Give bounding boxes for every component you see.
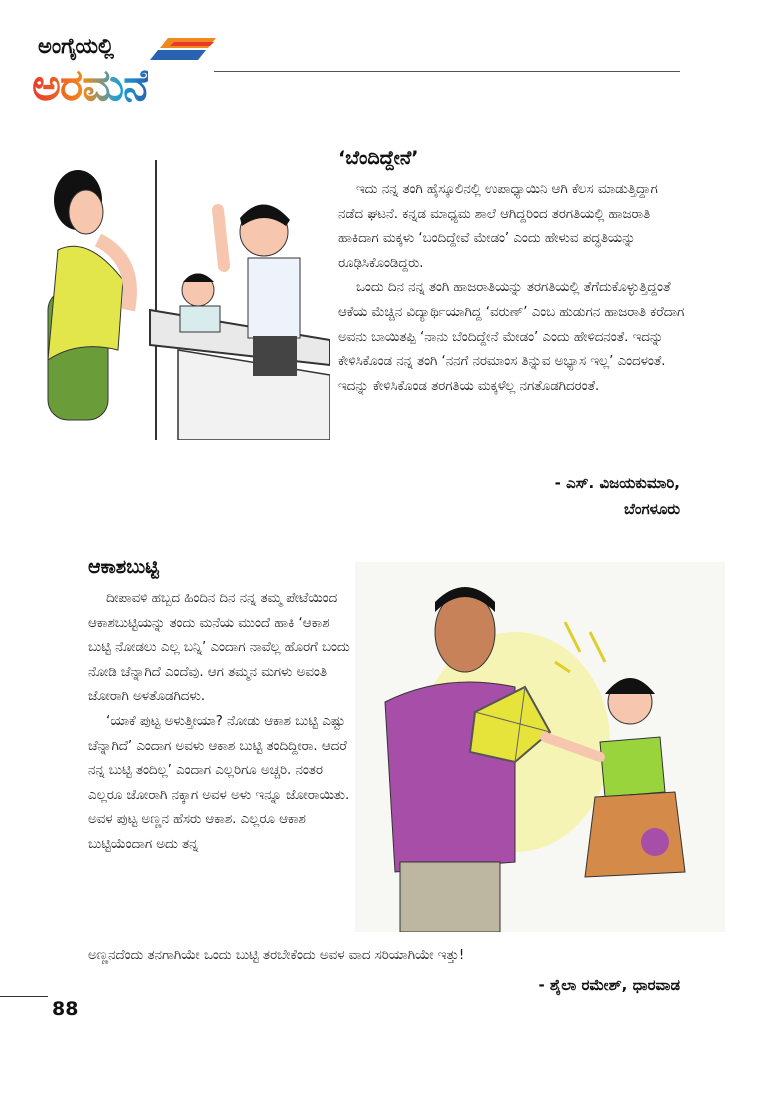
page-number-rule (0, 996, 48, 997)
story1-author-name: - ಎಸ್. ವಿಜಯಕುಮಾರಿ, (554, 474, 680, 492)
story1-author (400, 470, 680, 522)
masthead-tagline: ಅಂಗೈಯಲ್ಲಿ (38, 34, 114, 58)
masthead-logo (30, 30, 220, 112)
story2-body (88, 587, 354, 858)
story1-body (338, 178, 686, 399)
story1-author-place: ಬೆಂಗಳೂರು (623, 500, 680, 518)
page-number: 88 (52, 998, 79, 1020)
lantern-illustration (355, 562, 725, 932)
story2-tail: ಅಣ್ಣನದೆಂದು ತನಗಾಗಿಯೇ ಒಂದು ಬುಟ್ಟಿ ತರಬೇಕೆಂದು ಅವಳ ವಾದ ಸರಿಯಾಗಿಯೇ ಇತ್ತು! (88, 948, 465, 963)
header-rule (214, 71, 680, 72)
story2-title: ಆಕಾಶಬುಟ್ಟಿ (88, 556, 159, 578)
story2-author: - ಶೈಲಾ ರಮೇಶ್, ಧಾರವಾಡ (538, 976, 680, 994)
story2-paragraph: ದೀಪಾವಳಿ ಹಬ್ಬದ ಹಿಂದಿನ ದಿನ ನನ್ನ ತಮ್ಮ ಪೇಟೆಯಿಂದ ಆಕಾಶಬುಟ್ಟಿಯನ್ನು ತಂದು ಮನೆಯ ಮುಂದೆ ಹಾಕಿ ‘ಆಕಾಶ ಬುಟ್ಟಿ ನೋಡಲು ಎಲ್ಲ ಬನ್ನಿ’ ಎಂದಾಗ ನಾವೆಲ್ಲ ಹೊರಗೆ ಬಂದು ನೋಡಿ ಚೆನ್ನಾಗಿದೆ ಎಂದೆವು. ಆಗ ತಮ್ಮನ ಮಗಳು ಅವಂತಿ ಜೋರಾಗಿ ಅಳತೊಡಗಿದಳು. (88, 591, 350, 705)
story1-paragraph: ಒಂದು ದಿನ ನನ್ನ ತಂಗಿ ಹಾಜರಾತಿಯನ್ನು ತರಗತಿಯಲ್ಲಿ ತೆಗೆದುಕೊಳ್ಳುತ್ತಿದ್ದಂತೆ ಆಕೆಯ ಮೆಚ್ಚಿನ ವಿದ್ಯಾರ್ಥಿಯಾಗಿದ್ದ ‘ವರುಣ್’ ಎಂಬ ಹುಡುಗನ ಹಾಜರಾತಿ ಕರೆದಾಗ ಅವನು ಬಾಯಿತಪ್ಪಿ ‘ನಾನು ಬೆಂದಿದ್ದೇನೆ ಮೇಡಂ’ ಎಂದು ಹೇಳಿದನಂತೆ. ಇದನ್ನು ಕೇಳಿಸಿಕೊಂಡ ನನ್ನ ತಂಗಿ ‘ನನಗೆ ನರಮಾಂಸ ತಿನ್ನುವ ಅಭ್ಯಾಸ ಇಲ್ಲ’ ಎಂದಳಂತೆ. ಇದನ್ನು ಕೇಳಿಸಿಕೊಂಡ ತರಗತಿಯ ಮಕ್ಕಳೆಲ್ಲ ನಗತೊಡಗಿದರಂತೆ. (338, 280, 685, 394)
story1-paragraph: ಇದು ನನ್ನ ತಂಗಿ ಹೈಸ್ಕೂಲಿನಲ್ಲಿ ಉಪಾಧ್ಯಾಯಿನಿ ಆಗಿ ಕೆಲಸ ಮಾಡುತ್ತಿದ್ದಾಗ ನಡೆದ ಘಟನೆ. ಕನ್ನಡ ಮಾಧ್ಯಮ ಶಾಲೆ ಆಗಿದ್ದರಿಂದ ತರಗತಿಯಲ್ಲಿ ಹಾಜರಾತಿ ಹಾಕಿದಾಗ ಮಕ್ಕಳು ‘ಬಂದಿದ್ದೇವೆ ಮೇಡಂ’ ಎಂದು ಹೇಳುವ ಪದ್ಧತಿಯನ್ನು ರೂಢಿಸಿಕೊಂಡಿದ್ದರು. (338, 182, 658, 271)
classroom-illustration (28, 140, 330, 440)
masthead-title: ಅರಮನೆ (32, 60, 149, 111)
story2-paragraph: ‘ಯಾಕೆ ಪುಟ್ಟ ಅಳುತ್ತೀಯಾ? ನೋಡು ಆಕಾಶ ಬುಟ್ಟಿ ಎಷ್ಟು ಚೆನ್ನಾಗಿದೆ’ ಎಂದಾಗ ಅವಳು ಆಕಾಶ ಬುಟ್ಟಿ ತಂದಿದ್ದೀರಾ. ಆದರೆ ನನ್ನ ಬುಟ್ಟಿ ತಂದಿಲ್ಲ’ ಎಂದಾಗ ಎಲ್ಲರಿಗೂ ಅಚ್ಚರಿ. ನಂತರ ಎಲ್ಲರೂ ಜೋರಾಗಿ ನಕ್ಕಾಗ ಅವಳ ಅಳು ಇನ್ನೂ ಜೋರಾಯಿತು. ಅವಳ ಪುಟ್ಟ ಅಣ್ಣನ ಹೆಸರು ಆಕಾಶ. ಎಲ್ಲರೂ ಆಕಾಶ ಬುಟ್ಟಿಯೆಂದಾಗ ಅದು ತನ್ನ (88, 713, 350, 852)
story1-title: ‘ಬೆಂದಿದ್ದೇನೆ’ (338, 147, 419, 169)
logo-stripes-icon (148, 32, 218, 72)
